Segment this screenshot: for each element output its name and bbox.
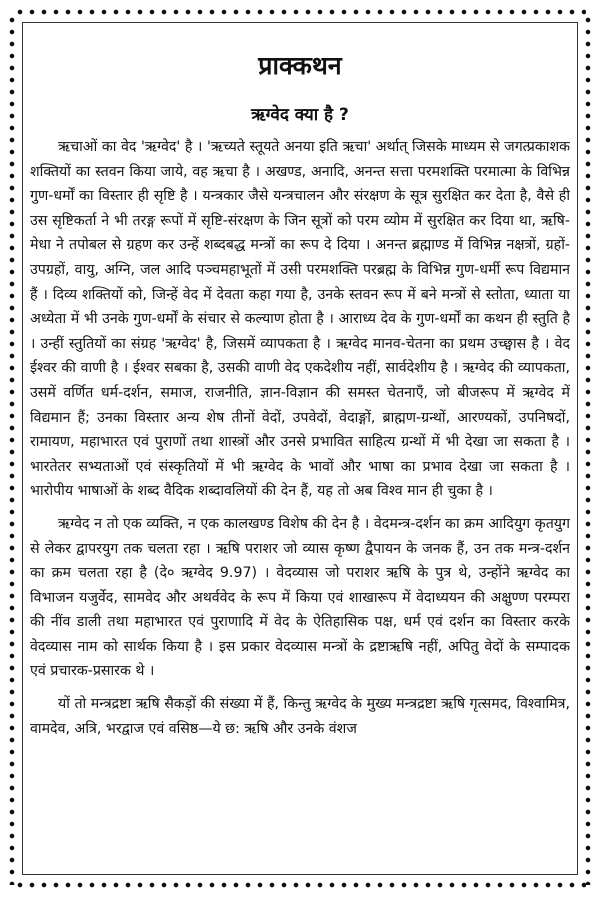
decorative-border-top	[14, 6, 586, 18]
page-title: प्राक्कथन	[258, 51, 342, 80]
paragraph-3: यों तो मन्त्रद्रष्टा ऋषि सैकड़ों की संख्या में हैं, किन्तु ऋग्वेद के मुख्य मन्त्रद्रष्टा ऋषि गृत्समद, विश्वामित्र, वामदेव, अत्रि, भरद्वाज एवं वसिष्ठ—ये छ: ऋषि और उनके वंशज	[30, 696, 570, 737]
decorative-border-right	[582, 14, 594, 885]
paragraph-2: ऋग्वेद न तो एक व्यक्ति, न एक कालखण्ड विशेष की देन है । वेदमन्त्र-दर्शन का क्रम आदियुग कृतयुग से लेकर द्वापरयुग तक चलता रहा । ऋषि पराशर जो व्यास कृष्ण द्वैपायन के जनक हैं, उन तक मन्त्र-दर्शन का क्रम चलता रहा है (दे० ऋग्वेद 9.97) । वेदव्यास जो पराशर ऋषि के पुत्र थे, उन्होंने ऋग्वेद का विभाजन यजुर्वेद, सामवेद और अथर्ववेद के रूप में किया एवं शाखारूप में वेदाध्ययन की अक्षुण्ण परम्परा की नींव डाली तथा महाभारत एवं पुराणादि में वेद के ऐतिहासिक पक्ष, धर्म एवं दर्शन का विस्तार करके वेदव्यास नाम को सार्थक किया है । इस प्रकार वेदव्यास मन्त्रों के द्रष्टाऋषि नहीं, अपितु वेदों के सम्पादक एवं प्रचारक-प्रसारक थे ।	[30, 515, 570, 680]
decorative-border-left	[6, 14, 18, 885]
decorative-border-bottom	[14, 879, 586, 891]
paragraph-1: ऋचाओं का वेद 'ऋग्वेद' है । 'ऋच्यते स्तूयते अनया इति ऋचा' अर्थात्‌ जिसके माध्यम से जगत्प्रकाशक शक्तियों का स्तवन किया जाये, वह ऋचा है । अखण्ड, अनादि, अनन्त सत्ता परमशक्ति परमात्मा के विभिन्न गुण-धर्मों का विस्तार ही सृष्टि है । यन्त्रकार जैसे यन्त्रचालन और संरक्षण के सूत्र सुरक्षित कर देता है, वैसे ही उस सृष्टिकर्ता ने भी तरङ्ग रूपों में सृष्टि-संरक्षण के जिन सूत्रों को परम व्योम में सुरक्षित कर दिया था, ऋषि-मेधा ने तपोबल से ग्रहण कर उन्हें शब्दबद्ध मन्त्रों का रूप दे दिया । अनन्त ब्रह्माण्ड में विभिन्न नक्षत्रों, ग्रहों-उपग्रहों, वायु, अग्नि, जल आदि पञ्चमहाभूतों में उसी परमशक्ति परब्रह्म के विभिन्न गुण-धर्मी रूप विद्यमान हैं । दिव्य शक्तियों को, जिन्हें वेद में देवता कहा गया है, उनके स्तवन रूप में बने मन्त्रों से स्तोता, ध्याता या अध्येता में भी उनके गुण-धर्मों के संचार से कल्याण होता है । आराध्य देव के गुण-धर्मों का कथन ही स्तुति है । उन्हीं स्तुतियों का संग्रह 'ऋग्वेद' है, जिसमें व्यापकता है । ऋग्वेद मानव-चेतना का प्रथम उच्छ्वास है । वेद ईश्वर की वाणी है । ईश्वर सबका है, उसकी वाणी वेद एकदेशीय नहीं, सार्वदेशीय है । ऋग्वेद की व्यापकता, उसमें वर्णित धर्म-दर्शन, समाज, राजनीति, ज्ञान-विज्ञान की समस्त चेतनाएँ, जो बीजरूप में ऋग्वेद में विद्यमान हैं; उनका विस्तार अन्य शेष तीनों वेदों, उपवेदों, वेदाङ्गों, ब्राह्मण-ग्रन्थों, आरण्यकों, उपनिषदों, रामायण, महाभारत एवं पुराणों तथा शास्त्रों और उनसे प्रभावित साहित्य ग्रन्थों में भी देखा जा सकता है । भारतेतर सभ्यताओं एवं संस्कृतियों में भी ऋग्वेद के भावों और भाषा का प्रभाव देखा जा सकता है । भारोपीय भाषाओं के शब्द वैदिक शब्दावलियों की देन हैं, यह तो अब विश्व मान ही चुका है ।	[30, 139, 570, 500]
page-content	[30, 40, 570, 865]
section-heading: ऋग्वेद क्या है ?	[251, 105, 349, 125]
